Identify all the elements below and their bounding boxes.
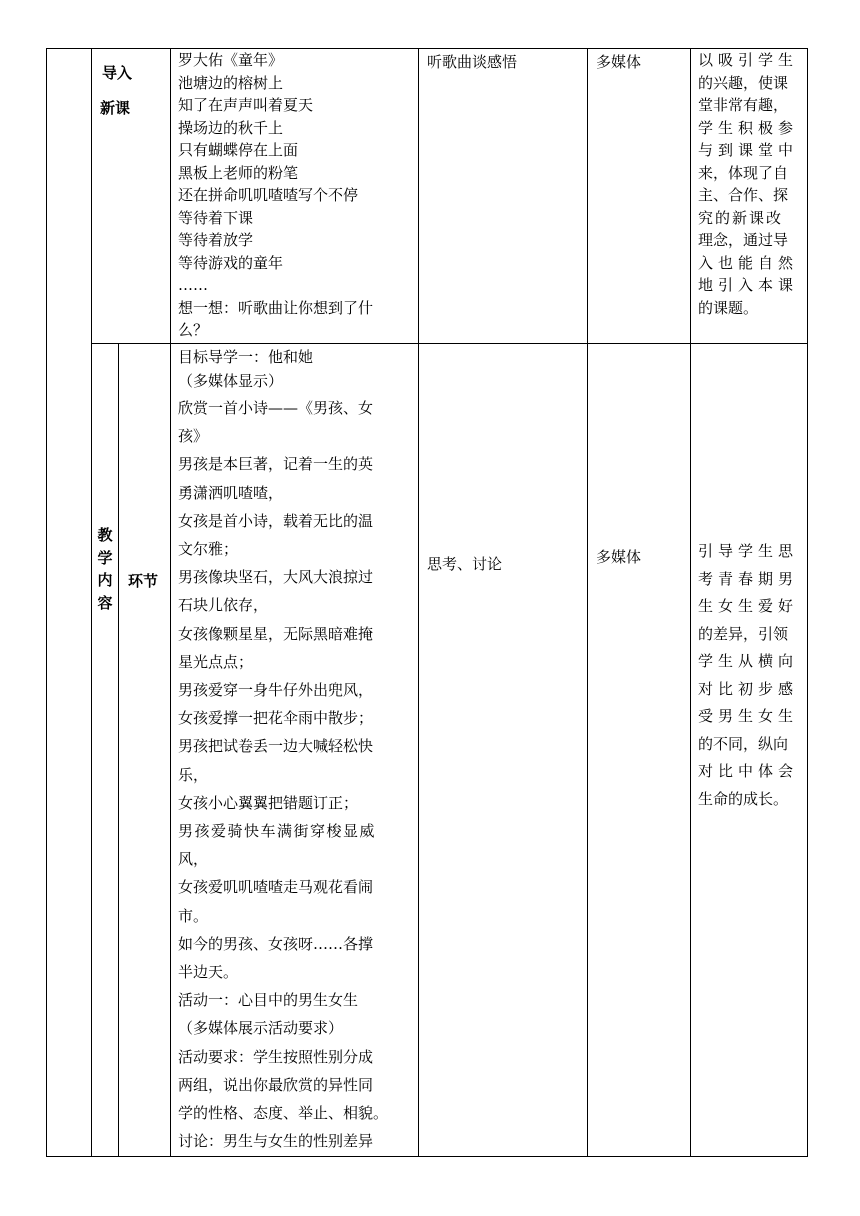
section-label-char: 教 bbox=[97, 526, 113, 544]
column-divider-5 bbox=[690, 48, 691, 1157]
content-line: 市。 bbox=[178, 906, 209, 925]
content-line: 等待着下课 bbox=[178, 208, 254, 227]
section-label-char: 容 bbox=[97, 593, 113, 612]
teaching-activity: 思考、讨论 bbox=[427, 555, 503, 573]
intent-line: 堂非常有趣， bbox=[698, 96, 789, 114]
intro-content-cell bbox=[178, 49, 373, 342]
content-line: 男孩把试卷丢一边大喊轻松快 bbox=[178, 737, 374, 756]
content-line: 男孩爱穿一身牛仔外出兜风， bbox=[178, 681, 374, 700]
section-label-char: 学 bbox=[97, 548, 113, 567]
content-line: 只有蝴蝶停在上面 bbox=[178, 141, 299, 159]
section-label-intro-line2: 新课 bbox=[100, 99, 131, 117]
column-divider-2 bbox=[170, 48, 171, 1157]
content-line: 女孩爱撑一把花伞雨中散步； bbox=[178, 709, 374, 728]
content-line: 男孩爱骑快车满街穿梭显威 bbox=[178, 822, 377, 841]
intent-line: 对比中体会 bbox=[698, 762, 799, 780]
intent-line: 的兴趣，使课 bbox=[698, 73, 789, 92]
content-line: 孩》 bbox=[178, 427, 209, 446]
content-line: …… bbox=[178, 276, 208, 294]
column-divider-sub bbox=[118, 343, 119, 1157]
intro-activity: 听歌曲谈感悟 bbox=[427, 53, 518, 71]
section-label-char: 内 bbox=[97, 571, 113, 589]
content-line: 文尔雅； bbox=[178, 540, 239, 559]
content-line: 风， bbox=[178, 850, 209, 869]
content-line: （多媒体展示活动要求） bbox=[178, 1019, 344, 1038]
content-line: 欣赏一首小诗——《男孩、女 bbox=[178, 399, 374, 417]
content-line: 女孩是首小诗，载着无比的温 bbox=[178, 511, 374, 530]
column-divider-1 bbox=[91, 48, 92, 1157]
content-line: 女孩像颗星星，无际黑暗难掩 bbox=[178, 624, 374, 643]
content-line: 黑板上老师的粉笔 bbox=[178, 163, 299, 182]
column-divider-4 bbox=[587, 48, 588, 1157]
content-line: 罗大佑《童年》 bbox=[178, 51, 284, 69]
intent-line: 的差异，引领 bbox=[698, 624, 789, 643]
intent-line: 考青春期男 bbox=[698, 569, 799, 588]
content-line: 操场边的秋千上 bbox=[178, 118, 284, 137]
intent-line: 引导学生思 bbox=[698, 542, 799, 560]
content-line: 乐， bbox=[178, 765, 209, 784]
content-line: 知了在声声叫着夏天 bbox=[178, 96, 314, 114]
table-right-border bbox=[807, 48, 808, 1157]
content-line: 如今的男孩、女孩呀……各撑 bbox=[178, 934, 374, 953]
intent-line: 来，体现了自 bbox=[698, 163, 789, 182]
teaching-intent-cell bbox=[698, 538, 802, 813]
content-line: 学的性格、态度、举止、相貌。 bbox=[178, 1104, 389, 1123]
content-line: 半边天。 bbox=[178, 963, 239, 982]
content-line: 石块儿依存， bbox=[178, 596, 269, 615]
content-line: 讨论：男生与女生的性别差异 bbox=[178, 1132, 374, 1151]
teaching-content-cell bbox=[178, 346, 388, 1155]
content-line: 两组，说出你最欣赏的异性同 bbox=[178, 1075, 374, 1094]
section-label-intro-line1: 导入 bbox=[102, 64, 133, 82]
content-line: （多媒体显示） bbox=[178, 372, 284, 390]
intent-line: 对比初步感 bbox=[698, 679, 799, 698]
content-line: 等待着放学 bbox=[178, 231, 254, 249]
content-line: 等待游戏的童年 bbox=[178, 253, 284, 272]
intent-line: 的不同，纵向 bbox=[698, 734, 789, 753]
content-line: 活动一：心目中的男生女生 bbox=[178, 991, 359, 1010]
intent-line: 学生从横向 bbox=[698, 652, 799, 670]
content-line: 勇潇洒叽喳喳， bbox=[178, 483, 284, 502]
intro-intent-cell bbox=[698, 49, 802, 319]
intent-line: 生女生爱好 bbox=[698, 597, 799, 615]
content-line: 男孩是本巨著，记着一生的英 bbox=[178, 455, 374, 474]
table-top-border bbox=[46, 48, 808, 49]
content-line: 男孩像块坚石，大风大浪掠过 bbox=[178, 568, 374, 587]
intent-line: 的课题。 bbox=[698, 298, 759, 317]
table-bottom-border bbox=[46, 1156, 808, 1157]
content-line: 么？ bbox=[178, 321, 209, 339]
intro-media: 多媒体 bbox=[596, 53, 642, 71]
intent-line: 受男生女生 bbox=[698, 707, 799, 725]
intent-line: 究的新课改 bbox=[698, 208, 784, 227]
intent-line: 以吸引学生 bbox=[698, 51, 799, 69]
intent-line: 地引入本课 bbox=[698, 276, 799, 294]
intent-line: 入也能自然 bbox=[698, 253, 799, 272]
table-left-border bbox=[46, 48, 47, 1157]
teaching-media: 多媒体 bbox=[596, 548, 642, 566]
content-line: 想一想：听歌曲让你想到了什 bbox=[178, 298, 374, 317]
intent-line: 与到课堂中 bbox=[698, 141, 799, 159]
content-line: 活动要求：学生按照性别分成 bbox=[178, 1047, 374, 1066]
content-line: 还在拼命叽叽喳喳写个不停 bbox=[178, 186, 359, 204]
sub-label-segment: 环节 bbox=[128, 572, 159, 590]
content-line: 女孩爱叽叽喳喳走马观花看闹 bbox=[178, 878, 374, 897]
content-line: 星光点点； bbox=[178, 652, 254, 671]
content-line: 目标导学一：他和她 bbox=[178, 348, 314, 366]
intent-line: 学生积极参 bbox=[698, 118, 799, 137]
intent-line: 理念，通过导 bbox=[698, 231, 789, 249]
content-line: 女孩小心翼翼把错题订正； bbox=[178, 793, 359, 812]
row-divider bbox=[91, 343, 808, 344]
content-line: 池塘边的榕树上 bbox=[178, 73, 284, 92]
intent-line: 主、合作、探 bbox=[698, 186, 789, 204]
column-divider-3 bbox=[418, 48, 419, 1157]
intent-line: 生命的成长。 bbox=[698, 789, 789, 808]
section-label-teaching-content bbox=[95, 524, 115, 614]
